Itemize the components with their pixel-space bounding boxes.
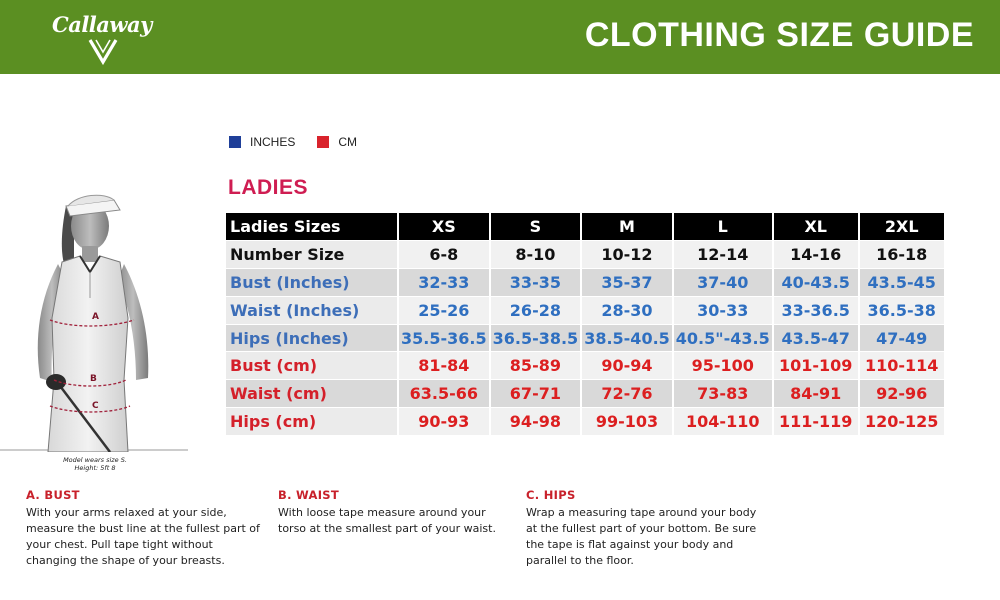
table-cell: 90-94 bbox=[581, 352, 673, 380]
section-title: LADIES bbox=[228, 176, 309, 199]
instruction-line: With loose tape measure around your bbox=[278, 506, 486, 519]
table-row bbox=[226, 296, 945, 324]
table-cell: 73-83 bbox=[673, 380, 773, 408]
table-cell: 90-93 bbox=[398, 408, 490, 436]
row-label: Bust (cm) bbox=[226, 352, 398, 380]
table-cell: 10-12 bbox=[581, 241, 673, 269]
table-row bbox=[226, 380, 945, 408]
table-cell: 37-40 bbox=[673, 269, 773, 297]
table-cell: 81-84 bbox=[398, 352, 490, 380]
table-cell: 12-14 bbox=[673, 241, 773, 269]
table-cell: 8-10 bbox=[490, 241, 582, 269]
table-cell: 36.5-38.5 bbox=[490, 324, 582, 352]
model-caption-line: Model wears size S. bbox=[63, 456, 127, 464]
brand-name: Callaway bbox=[52, 12, 152, 37]
page-title: CLOTHING SIZE GUIDE bbox=[584, 16, 974, 54]
instruction-line: measure the bust line at the fullest part of bbox=[26, 522, 260, 535]
legend-swatch-cm bbox=[317, 136, 329, 148]
table-cell: 6-8 bbox=[398, 241, 490, 269]
table-cell: 28-30 bbox=[581, 296, 673, 324]
instruction-line: With your arms relaxed at your side, bbox=[26, 506, 227, 519]
table-cell: 40-43.5 bbox=[773, 269, 859, 297]
table-header-row bbox=[226, 213, 945, 241]
table-cell: 16-18 bbox=[859, 241, 945, 269]
table-cell: 101-109 bbox=[773, 352, 859, 380]
table-cell: 25-26 bbox=[398, 296, 490, 324]
column-header: XL bbox=[773, 213, 859, 241]
waist-instruction bbox=[278, 488, 513, 537]
marker-a: A bbox=[92, 312, 99, 322]
instruction-line: at the fullest part of your bottom. Be sure bbox=[526, 522, 757, 535]
marker-b: B bbox=[90, 374, 97, 384]
instruction-line: the tape is flat against your body and bbox=[526, 538, 734, 551]
column-header: XS bbox=[398, 213, 490, 241]
table-cell: 110-114 bbox=[859, 352, 945, 380]
table-cell: 40.5"-43.5 bbox=[673, 324, 773, 352]
table-cell: 94-98 bbox=[490, 408, 582, 436]
table-row bbox=[226, 352, 945, 380]
table-cell: 43.5-47 bbox=[773, 324, 859, 352]
table-cell: 33-36.5 bbox=[773, 296, 859, 324]
model-caption-line: Height: 5ft 8 bbox=[74, 464, 116, 472]
table-cell: 30-33 bbox=[673, 296, 773, 324]
table-cell: 72-76 bbox=[581, 380, 673, 408]
callaway-logo bbox=[52, 10, 152, 66]
table-row bbox=[226, 324, 945, 352]
column-header: L bbox=[673, 213, 773, 241]
row-label: Number Size bbox=[226, 241, 398, 269]
legend-item-cm bbox=[317, 135, 357, 149]
table-cell: 63.5-66 bbox=[398, 380, 490, 408]
table-cell: 95-100 bbox=[673, 352, 773, 380]
table-cell: 33-35 bbox=[490, 269, 582, 297]
table-cell: 43.5-45 bbox=[859, 269, 945, 297]
instruction-title: C. HIPS bbox=[526, 488, 576, 502]
table-cell: 99-103 bbox=[581, 408, 673, 436]
column-header: S bbox=[490, 213, 582, 241]
instruction-line: parallel to the floor. bbox=[526, 554, 634, 567]
marker-c: C bbox=[92, 401, 99, 411]
legend-label-inches: INCHES bbox=[250, 135, 296, 149]
table-cell: 26-28 bbox=[490, 296, 582, 324]
instruction-title: B. WAIST bbox=[278, 488, 340, 502]
legend-label-cm: CM bbox=[338, 135, 358, 149]
table-cell: 35.5-36.5 bbox=[398, 324, 490, 352]
table-cell: 35-37 bbox=[581, 269, 673, 297]
model-illustration bbox=[0, 168, 188, 452]
table-cell: 36.5-38 bbox=[859, 296, 945, 324]
header-banner bbox=[0, 0, 1000, 74]
row-label: Hips (Inches) bbox=[226, 324, 398, 352]
instruction-line: Wrap a measuring tape around your body bbox=[526, 506, 757, 519]
table-row bbox=[226, 269, 945, 297]
row-label: Hips (cm) bbox=[226, 408, 398, 436]
table-cell: 14-16 bbox=[773, 241, 859, 269]
bust-instruction bbox=[26, 488, 271, 569]
table-cell: 104-110 bbox=[673, 408, 773, 436]
table-cell: 85-89 bbox=[490, 352, 582, 380]
table-cell: 38.5-40.5 bbox=[581, 324, 673, 352]
table-cell: 120-125 bbox=[859, 408, 945, 436]
size-table bbox=[226, 213, 946, 436]
instruction-line: changing the shape of your breasts. bbox=[26, 554, 225, 567]
instruction-title: A. BUST bbox=[26, 488, 80, 502]
table-cell: 67-71 bbox=[490, 380, 582, 408]
row-label: Waist (Inches) bbox=[226, 296, 398, 324]
units-legend bbox=[229, 135, 379, 149]
row-label: Bust (Inches) bbox=[226, 269, 398, 297]
table-cell: 111-119 bbox=[773, 408, 859, 436]
legend-item-inches bbox=[229, 135, 295, 149]
column-header: 2XL bbox=[859, 213, 945, 241]
table-row bbox=[226, 408, 945, 436]
table-row bbox=[226, 241, 945, 269]
chevron-logo-icon bbox=[88, 36, 118, 66]
model-caption bbox=[40, 456, 150, 472]
instruction-line: your chest. Pull tape tight without bbox=[26, 538, 213, 551]
legend-swatch-inches bbox=[229, 136, 241, 148]
table-cell: 47-49 bbox=[859, 324, 945, 352]
table-cell: 84-91 bbox=[773, 380, 859, 408]
instruction-line: torso at the smallest part of your waist. bbox=[278, 522, 496, 535]
hips-instruction bbox=[526, 488, 786, 569]
table-cell: 32-33 bbox=[398, 269, 490, 297]
column-header: M bbox=[581, 213, 673, 241]
table-cell: 92-96 bbox=[859, 380, 945, 408]
column-header: Ladies Sizes bbox=[226, 213, 398, 241]
row-label: Waist (cm) bbox=[226, 380, 398, 408]
